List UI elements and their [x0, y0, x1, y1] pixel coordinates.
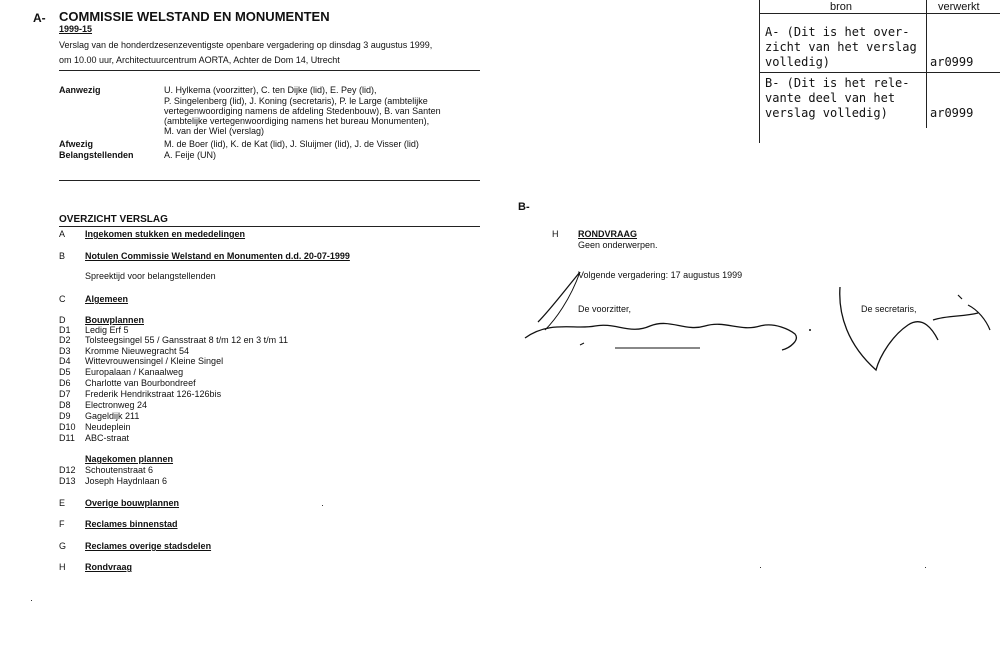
plan-name: Frederik Hendrikstraat 126-126bis	[85, 389, 222, 399]
rondvraag-heading: RONDVRAAG	[578, 229, 638, 239]
plan-name: Europalaan / Kanaalweg	[85, 367, 184, 377]
stamp-row-b-line-3: verslag volledig)	[765, 106, 888, 120]
rondvraag-code: H	[552, 229, 559, 239]
meeting-description: Verslag van de honderdzesenzeventigste openbare vergadering op dinsdag 3 augustus 1999,	[59, 40, 433, 50]
next-meeting: Volgende vergadering: 17 augustus 1999	[578, 270, 743, 280]
interested-label: Belangstellenden	[59, 150, 134, 160]
absent-value: M. de Boer (lid), K. de Kat (lid), J. Sluijmer (lid), J. de Visser (lid)	[164, 139, 419, 149]
stamp-col-processed: verwerkt	[938, 1, 980, 13]
present-line-5: M. van der Wiel (verslag)	[164, 126, 265, 136]
section-a-code: A	[59, 229, 66, 239]
plan-code: D2	[59, 335, 71, 345]
plan-code: D6	[59, 378, 71, 388]
late-plan-name: Joseph Haydnlaan 6	[85, 476, 168, 486]
section-d-label: Bouwplannen	[85, 315, 144, 325]
section-h-label: Rondvraag	[85, 562, 133, 572]
document-title: COMMISSIE WELSTAND EN MONUMENTEN	[59, 9, 330, 24]
section-a-label: Ingekomen stukken en mededelingen	[85, 229, 246, 239]
scan-speck	[925, 567, 926, 568]
present-line-1: U. Hylkema (voorzitter), C. ten Dijke (lid), E. Pey (lid),	[164, 85, 377, 95]
rondvraag-text: Geen onderwerpen.	[578, 240, 658, 250]
stamp-row-a-code: ar0999	[930, 55, 974, 69]
section-c-label: Algemeen	[85, 294, 129, 304]
stamp-row-a-line-1: A- (Dit is het over-	[765, 25, 910, 39]
late-plan-code: D13	[59, 476, 76, 486]
section-b-code: B	[59, 251, 66, 261]
stamp-header-rule	[759, 13, 1000, 14]
plan-code: D5	[59, 367, 71, 377]
plan-code: D7	[59, 389, 71, 399]
plan-name: Electronweg 24	[85, 400, 148, 410]
late-plan-name: Schoutenstraat 6	[85, 465, 154, 475]
section-h-code: H	[59, 562, 66, 572]
present-line-2: P. Singelenberg (lid), J. Koning (secretaris), P. le Large (ambtelijke	[164, 96, 428, 106]
plan-code: D1	[59, 325, 71, 335]
plan-code: D11	[59, 433, 75, 443]
document-number: 1999-15	[59, 24, 93, 34]
stamp-row-a-line-3: volledig)	[765, 55, 831, 69]
marker-a: A-	[33, 11, 46, 25]
chair-label: De voorzitter,	[578, 304, 632, 314]
plan-name: ABC-straat	[85, 433, 130, 443]
section-e-label: Overige bouwplannen	[85, 498, 180, 508]
plan-code: D8	[59, 400, 71, 410]
section-c-code: C	[59, 294, 66, 304]
divider-top	[59, 70, 480, 71]
section-b-label: Notulen Commissie Welstand en Monumenten d.d. 20-07-1999	[85, 251, 350, 261]
stamp-row-b-code: ar0999	[930, 106, 974, 120]
section-f-label: Reclames binnenstad	[85, 519, 178, 529]
stamp-left-rule	[759, 0, 760, 143]
plan-name: Ledig Erf 5	[85, 325, 129, 335]
section-g-label: Reclames overige stadsdelen	[85, 541, 212, 551]
divider-mid	[59, 180, 480, 181]
plan-name: Wittevrouwensingel / Kleine Singel	[85, 356, 224, 366]
present-line-3: vertegenwoordiging namens de afdeling Stedenbouw), B. van Santen	[164, 106, 441, 116]
divider-overview	[59, 226, 480, 227]
plan-name: Gageldijk 211	[85, 411, 140, 421]
scan-speck	[31, 600, 32, 601]
absent-label: Afwezig	[59, 139, 94, 149]
stamp-row-rule	[759, 72, 1000, 73]
stamp-row-b-line-1: B- (Dit is het rele-	[765, 76, 910, 90]
scan-speck	[760, 567, 761, 568]
section-e-code: E	[59, 498, 66, 508]
section-f-code: F	[59, 519, 65, 529]
plan-name: Kromme Nieuwegracht 54	[85, 346, 190, 356]
stamp-row-b-line-2: vante deel van het	[765, 91, 896, 105]
stamp-col-rule	[926, 0, 927, 128]
late-plans-heading: Nagekomen plannen	[85, 454, 174, 464]
late-plan-code: D12	[59, 465, 76, 475]
chair-signature-icon	[520, 260, 820, 360]
section-d-code: D	[59, 315, 66, 325]
scan-speck	[322, 505, 323, 506]
section-g-code: G	[59, 541, 67, 551]
plan-code: D10	[59, 422, 76, 432]
interested-value: A. Feije (UN)	[164, 150, 217, 160]
plan-code: D9	[59, 411, 71, 421]
overview-heading: OVERZICHT VERSLAG	[59, 214, 168, 225]
plan-code: D3	[59, 346, 71, 356]
stamp-col-source: bron	[830, 1, 853, 13]
section-b-sub: Spreektijd voor belangstellenden	[85, 271, 216, 281]
stamp-row-a-line-2: zicht van het verslag	[765, 40, 917, 54]
plan-code: D4	[59, 356, 71, 366]
present-line-4: (ambtelijke vertegenwoordiging namens het bureau Monumenten),	[164, 116, 430, 126]
plan-name: Charlotte van Bourbondreef	[85, 378, 196, 388]
secretary-label: De secretaris,	[861, 304, 917, 314]
plan-name: Neudeplein	[85, 422, 131, 432]
plan-name: Tolsteegsingel 55 / Gansstraat 8 t/m 12 en 3 t/m 11	[85, 335, 288, 345]
secretary-signature-icon	[838, 285, 998, 380]
present-label: Aanwezig	[59, 85, 101, 95]
marker-b: B-	[518, 201, 530, 213]
meeting-location: om 10.00 uur, Architectuurcentrum AORTA, Achter de Dom 14, Utrecht	[59, 55, 340, 65]
